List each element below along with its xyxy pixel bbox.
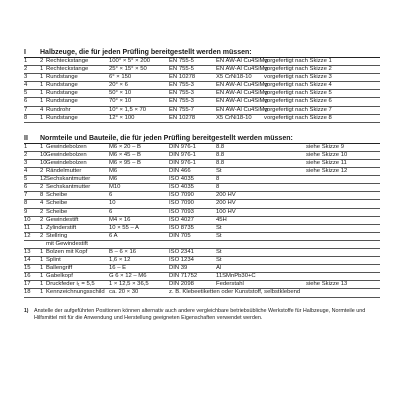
cell-designation: Rundstange bbox=[46, 74, 78, 81]
table-row bbox=[24, 74, 380, 81]
cell-material: 8.8 bbox=[216, 159, 225, 166]
cell-position: 1 bbox=[24, 143, 28, 150]
cell-position: 17 bbox=[24, 281, 31, 288]
cell-quantity: 1 bbox=[40, 289, 44, 296]
cell-designation: Druckfeder i₁ = 5,5 bbox=[46, 281, 95, 288]
cell-designation: Rechteckstange bbox=[46, 58, 89, 64]
cell-position: 2 bbox=[24, 151, 28, 158]
cell-designation: Gewindebolzen bbox=[46, 151, 87, 158]
cell-material: Federstahl bbox=[216, 281, 244, 288]
cell-designation: Rändelmutter bbox=[46, 168, 82, 175]
cell-designation: Rundstange bbox=[46, 114, 78, 121]
cell-remark: vorgefertigt nach Skizze 2 bbox=[264, 66, 332, 73]
section-header bbox=[24, 132, 380, 142]
cell-position: 11 bbox=[24, 224, 31, 231]
cell-position: 2 bbox=[24, 66, 28, 73]
cell-quantity: 1 bbox=[40, 98, 44, 105]
table-row bbox=[24, 273, 380, 280]
cell-position: 6 bbox=[24, 98, 28, 105]
cell-remark: vorgefertigt nach Skizze 8 bbox=[264, 114, 332, 121]
table-row bbox=[24, 209, 380, 216]
cell-material: 8 bbox=[216, 176, 220, 183]
cell-designation: Rundstange bbox=[46, 90, 78, 97]
cell-quantity: 2 bbox=[40, 232, 44, 239]
cell-dimensions: 6 A bbox=[109, 232, 118, 239]
cell-material: St bbox=[216, 248, 222, 255]
cell-quantity: 8 bbox=[40, 192, 44, 199]
section-rows bbox=[24, 58, 380, 123]
cell-standard: ISO 4027 bbox=[169, 216, 194, 223]
table-row bbox=[24, 281, 380, 288]
cell-quantity: 1 bbox=[40, 273, 44, 280]
cell-quantity: 1 bbox=[40, 114, 44, 121]
cell-standard: DIN 2098 bbox=[169, 281, 194, 288]
cell-dimensions: M6 × 45 – B bbox=[109, 151, 141, 158]
cell-dimensions: M6 bbox=[109, 176, 118, 183]
cell-dimensions: 6 bbox=[109, 208, 113, 215]
cell-designation: Scheibe bbox=[46, 208, 68, 215]
table-row bbox=[24, 176, 380, 183]
cell-remark: vorgefertigt nach Skizze 7 bbox=[264, 106, 332, 113]
cell-quantity: 2 bbox=[40, 168, 44, 175]
cell-position: 16 bbox=[24, 273, 31, 280]
cell-designation: Scheibe bbox=[46, 192, 68, 199]
cell-dimensions: 10 × 55 – A bbox=[109, 224, 139, 231]
cell-standard: ISO 8735 bbox=[169, 224, 194, 231]
table-row bbox=[24, 152, 380, 159]
cell-dimensions: 12° × 100 bbox=[109, 114, 135, 121]
cell-remark: vorgefertigt nach Skizze 1 bbox=[264, 58, 332, 64]
cell-standard: EN 755-3 bbox=[169, 82, 194, 89]
cell-position: 8 bbox=[24, 200, 28, 207]
cell-material: St bbox=[216, 232, 222, 239]
cell-designation: Bolzen mit Kopf bbox=[46, 248, 88, 255]
section-title: Halbzeuge, die für jeden Prüfling bereitgestellt werden müssen: bbox=[40, 49, 252, 56]
cell-remark: vorgefertigt nach Skizze 4 bbox=[264, 82, 332, 89]
cell-standard: DIN 976-1 bbox=[169, 159, 196, 166]
cell-quantity: 1 bbox=[40, 143, 44, 150]
cell-position: 10 bbox=[24, 216, 31, 223]
cell-designation: Gabelkopf bbox=[46, 273, 73, 280]
cell-quantity: 1 bbox=[40, 248, 44, 255]
cell-position: 14 bbox=[24, 257, 31, 264]
cell-quantity: 4 bbox=[40, 200, 44, 207]
cell-standard: EN 10278 bbox=[169, 114, 196, 121]
cell-remark: siehe Skizze 9 bbox=[306, 143, 344, 150]
section-title: Normteile und Bauteile, die für jeden Prüfling bereitgestellt werden müssen: bbox=[40, 134, 293, 142]
cell-remark: siehe Skizze 10 bbox=[306, 151, 348, 158]
cell-quantity: 1 bbox=[40, 90, 44, 97]
table-row bbox=[24, 168, 380, 175]
cell-quantity: 1 bbox=[40, 257, 44, 264]
cell-quantity: 10 bbox=[40, 151, 47, 158]
cell-remark: siehe Skizze 12 bbox=[306, 168, 348, 175]
cell-designation: Gewindebolzen bbox=[46, 159, 87, 166]
cell-quantity: 4 bbox=[40, 106, 44, 113]
cell-designation: Ballengriff bbox=[46, 265, 73, 272]
cell-designation: mit Gewindestift bbox=[46, 240, 88, 247]
cell-material: 8.8 bbox=[216, 143, 225, 150]
cell-standard: EN 10278 bbox=[169, 74, 196, 81]
cell-quantity: 1 bbox=[40, 82, 44, 89]
table-row bbox=[24, 90, 380, 97]
cell-standard: ISO 7093 bbox=[169, 208, 194, 215]
cell-quantity: 2 bbox=[40, 184, 44, 191]
cell-standard: ISO 7090 bbox=[169, 200, 194, 207]
table-row bbox=[24, 115, 380, 122]
cell-designation: Zylinderstift bbox=[46, 224, 77, 231]
table-row bbox=[24, 217, 380, 224]
cell-material: EN AW-Al Cu4SiMg bbox=[216, 90, 268, 97]
cell-position: 4 bbox=[24, 168, 28, 175]
cell-quantity: 12 bbox=[40, 176, 47, 183]
cell-dimensions: 25° × 15° × 50 bbox=[109, 66, 147, 73]
cell-dimensions: 1,6 × 12 bbox=[109, 257, 131, 264]
section-rows bbox=[24, 144, 380, 298]
cell-standard: EN 755-5 bbox=[169, 58, 194, 64]
cell-position: 4 bbox=[24, 82, 28, 89]
cell-quantity: 2 bbox=[40, 208, 44, 215]
cell-dimensions: 100° × 5° × 200 bbox=[109, 58, 151, 64]
cell-position: 3 bbox=[24, 74, 28, 81]
cell-dimensions: M4 × 16 bbox=[109, 216, 131, 223]
table-row bbox=[24, 192, 380, 199]
cell-designation: Kennzeichnungsschild bbox=[46, 289, 105, 296]
footnote-text: Anstelle der aufgeführten Positionen können alternativ auch andere vergleichbare betriebsübliche Werkstoffe für Halbzeuge, Normteile und Hilfsmittel mit für die Anwendung und Herstellung geeigneten Eigenschaften verwendet werden. bbox=[34, 307, 366, 321]
cell-designation: Rundrohr bbox=[46, 106, 71, 113]
cell-designation: Rundstange bbox=[46, 98, 78, 105]
cell-standard: DIN 71752 bbox=[169, 273, 198, 280]
cell-standard: EN 755-7 bbox=[169, 106, 194, 113]
cell-quantity: 2 bbox=[40, 216, 44, 223]
table-row bbox=[24, 107, 380, 114]
cell-standard: z. B. Klebeetiketten oder Kunststoff, selbstklebend bbox=[169, 289, 301, 296]
cell-standard: ISO 1234 bbox=[169, 257, 194, 264]
cell-position: 5 bbox=[24, 176, 28, 183]
cell-material: EN AW-Al Cu4SiMg bbox=[216, 58, 268, 64]
cell-material: 200 HV bbox=[216, 192, 236, 199]
cell-dimensions: ca. 20 × 30 bbox=[109, 289, 139, 296]
cell-material: 200 HV bbox=[216, 200, 236, 207]
cell-material: EN AW-Al Cu4SiMg bbox=[216, 106, 268, 113]
cell-quantity: 1 bbox=[40, 265, 44, 272]
cell-standard: ISO 4035 bbox=[169, 176, 194, 183]
cell-standard: DIN 705 bbox=[169, 232, 191, 239]
cell-material: 11SMnPb30+C bbox=[216, 273, 256, 280]
table-row bbox=[24, 58, 380, 65]
cell-designation: Scheibe bbox=[46, 200, 68, 207]
cell-standard: ISO 7090 bbox=[169, 192, 194, 199]
cell-designation: Stellring bbox=[46, 232, 68, 239]
cell-quantity: 2 bbox=[40, 58, 44, 64]
cell-standard: DIN 976-1 bbox=[169, 143, 196, 150]
cell-remark: vorgefertigt nach Skizze 6 bbox=[264, 98, 332, 105]
cell-quantity: 1 bbox=[40, 281, 44, 288]
cell-quantity: 1 bbox=[40, 66, 44, 73]
cell-position: 5 bbox=[24, 90, 28, 97]
cell-dimensions: 16 – E bbox=[109, 265, 127, 272]
cell-designation: Gewindestift bbox=[46, 216, 79, 223]
table-row bbox=[24, 66, 380, 73]
cell-position: 8 bbox=[24, 114, 28, 121]
section-gap bbox=[24, 123, 380, 132]
section-standard-parts bbox=[24, 132, 380, 298]
table-row bbox=[24, 249, 380, 256]
cell-designation: Gewindebolzen bbox=[46, 143, 87, 150]
table-row bbox=[24, 233, 380, 240]
section-semi-finished bbox=[24, 46, 380, 123]
cell-material: X5 CrNi18-10 bbox=[216, 114, 252, 121]
cell-material: 8.8 bbox=[216, 151, 225, 158]
cell-dimensions: 70° × 10 bbox=[109, 98, 132, 105]
cell-standard: ISO 2341 bbox=[169, 248, 194, 255]
cell-designation: Sechskantmutter bbox=[46, 184, 91, 191]
cell-position: 9 bbox=[24, 208, 28, 215]
table-row bbox=[24, 160, 380, 167]
cell-dimensions: 6 bbox=[109, 192, 113, 199]
cell-position: 1 bbox=[24, 58, 28, 64]
section-number: I bbox=[24, 49, 26, 56]
cell-dimensions: 50° × 10 bbox=[109, 90, 132, 97]
cell-designation: Rechteckstange bbox=[46, 66, 89, 73]
cell-standard: EN 755-5 bbox=[169, 66, 194, 73]
cell-material: Al bbox=[216, 265, 222, 272]
cell-standard: ISO 4035 bbox=[169, 184, 194, 191]
row-divider bbox=[24, 297, 380, 298]
cell-remark: vorgefertigt nach Skizze 3 bbox=[264, 74, 332, 81]
cell-designation: Splint bbox=[46, 257, 61, 264]
cell-quantity: 10 bbox=[40, 159, 47, 166]
cell-standard: DIN 976-1 bbox=[169, 151, 196, 158]
cell-dimensions: 10° × 1,5 × 70 bbox=[109, 106, 147, 113]
cell-dimensions: M6 × 20 – B bbox=[109, 143, 141, 150]
table-row bbox=[24, 82, 380, 89]
cell-dimensions: M10 bbox=[109, 184, 121, 191]
cell-dimensions: 20° × 6 bbox=[109, 82, 128, 89]
cell-material: 45H bbox=[216, 216, 227, 223]
cell-dimensions: M6 × 95 – B bbox=[109, 159, 141, 166]
cell-standard: EN 755-3 bbox=[169, 98, 194, 105]
cell-dimensions: 10 bbox=[109, 200, 116, 207]
cell-remark: vorgefertigt nach Skizze 5 bbox=[264, 90, 332, 97]
cell-dimensions: 6° × 150 bbox=[109, 74, 132, 81]
table-row bbox=[24, 265, 380, 272]
table-row bbox=[24, 144, 380, 151]
cell-position: 18 bbox=[24, 289, 31, 296]
cell-material: X5 CrNi18-10 bbox=[216, 74, 252, 81]
table-row bbox=[24, 225, 380, 232]
cell-material: St bbox=[216, 224, 222, 231]
cell-dimensions: 1 × 12,5 × 36,5 bbox=[109, 281, 149, 288]
cell-material: 8 bbox=[216, 184, 220, 191]
cell-designation: Rundstange bbox=[46, 82, 78, 89]
cell-material: EN AW-Al Cu4SiMg bbox=[216, 98, 268, 105]
cell-standard: DIN 466 bbox=[169, 168, 191, 175]
table-row bbox=[24, 289, 380, 296]
footnote-mark: 1) bbox=[24, 307, 29, 314]
cell-material: St bbox=[216, 168, 222, 175]
cell-dimensions: G 6 × 12 – M6 bbox=[109, 273, 147, 280]
cell-remark: siehe Skizze 11 bbox=[306, 159, 347, 166]
cell-dimensions: M6 bbox=[109, 168, 118, 175]
cell-standard: EN 755-3 bbox=[169, 90, 194, 97]
cell-dimensions: B – 6 × 16 bbox=[109, 248, 137, 255]
cell-position: 12 bbox=[24, 232, 31, 239]
cell-designation: Sechskantmutter bbox=[46, 176, 91, 183]
cell-material: St bbox=[216, 257, 222, 264]
cell-position: 7 bbox=[24, 106, 28, 113]
cell-quantity: 1 bbox=[40, 74, 44, 81]
footnote bbox=[24, 308, 380, 322]
cell-material: 100 HV bbox=[216, 208, 236, 215]
cell-position: 13 bbox=[24, 248, 31, 255]
table-row bbox=[24, 200, 380, 207]
section-number: II bbox=[24, 134, 28, 142]
table-row bbox=[24, 184, 380, 191]
table-row bbox=[24, 241, 380, 248]
cell-material: EN AW-Al Cu4SiMg bbox=[216, 82, 268, 89]
cell-remark: siehe Skizze 13 bbox=[306, 281, 348, 288]
cell-standard: DIN 39 bbox=[169, 265, 188, 272]
cell-position: 3 bbox=[24, 159, 28, 166]
table-row bbox=[24, 98, 380, 105]
cell-quantity: 1 bbox=[40, 224, 44, 231]
cell-position: 7 bbox=[24, 192, 28, 199]
parts-list-document bbox=[24, 46, 380, 322]
cell-position: 15 bbox=[24, 265, 31, 272]
cell-material: EN AW-Al Cu4SiMg bbox=[216, 66, 268, 73]
section-header bbox=[24, 46, 380, 56]
cell-position: 6 bbox=[24, 184, 28, 191]
table-row bbox=[24, 257, 380, 264]
